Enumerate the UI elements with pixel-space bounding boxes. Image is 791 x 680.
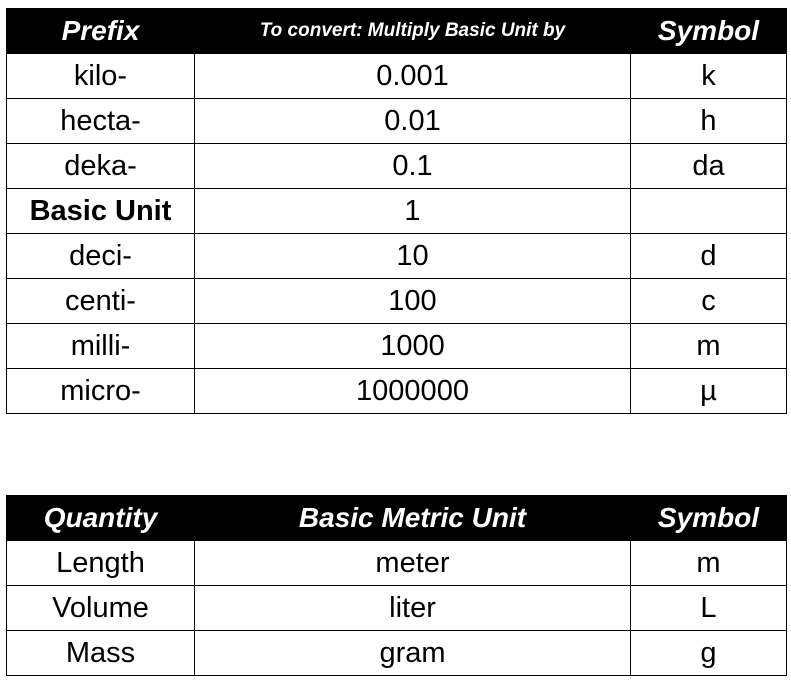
symbol-cell: g: [631, 631, 787, 676]
table-row: [7, 99, 787, 144]
header-symbol: Symbol: [631, 9, 787, 54]
header-multiplier: To convert: Multiply Basic Unit by: [195, 9, 631, 54]
header-symbol: Symbol: [631, 496, 787, 541]
header-basic-metric-unit: Basic Metric Unit: [195, 496, 631, 541]
multiplier-cell: 10: [195, 234, 631, 279]
symbol-cell: k: [631, 54, 787, 99]
unit-cell: meter: [195, 541, 631, 586]
multiplier-cell: 0.001: [195, 54, 631, 99]
prefix-cell: kilo-: [7, 54, 195, 99]
table-row: [7, 54, 787, 99]
table-row: [7, 234, 787, 279]
multiplier-cell: 1000: [195, 324, 631, 369]
table-row: [7, 631, 787, 676]
prefix-cell: deka-: [7, 144, 195, 189]
table-row: [7, 279, 787, 324]
table-row: [7, 144, 787, 189]
basic-metric-units-table: [6, 495, 787, 676]
multiplier-cell: 1000000: [195, 369, 631, 414]
unit-cell: liter: [195, 586, 631, 631]
prefix-cell-basic-unit: Basic Unit: [7, 189, 195, 234]
quantity-cell: Mass: [7, 631, 195, 676]
prefix-cell: micro-: [7, 369, 195, 414]
table-row: [7, 541, 787, 586]
header-prefix: Prefix: [7, 9, 195, 54]
prefix-cell: milli-: [7, 324, 195, 369]
symbol-cell: da: [631, 144, 787, 189]
multiplier-cell: 1: [195, 189, 631, 234]
symbol-cell: L: [631, 586, 787, 631]
symbol-cell: [631, 189, 787, 234]
prefix-table-header-row: [7, 9, 787, 54]
prefix-conversion-table: [6, 8, 787, 414]
symbol-cell: m: [631, 541, 787, 586]
unit-table-header-row: [7, 496, 787, 541]
quantity-cell: Length: [7, 541, 195, 586]
quantity-cell: Volume: [7, 586, 195, 631]
multiplier-cell: 0.1: [195, 144, 631, 189]
table-row: [7, 586, 787, 631]
table-row: [7, 189, 787, 234]
header-quantity: Quantity: [7, 496, 195, 541]
multiplier-cell: 0.01: [195, 99, 631, 144]
table-row: [7, 324, 787, 369]
symbol-cell: c: [631, 279, 787, 324]
unit-cell: gram: [195, 631, 631, 676]
symbol-cell: d: [631, 234, 787, 279]
symbol-cell: h: [631, 99, 787, 144]
symbol-cell: m: [631, 324, 787, 369]
table-row: [7, 369, 787, 414]
prefix-cell: deci-: [7, 234, 195, 279]
symbol-cell: µ: [631, 369, 787, 414]
prefix-cell: hecta-: [7, 99, 195, 144]
prefix-cell: centi-: [7, 279, 195, 324]
multiplier-cell: 100: [195, 279, 631, 324]
